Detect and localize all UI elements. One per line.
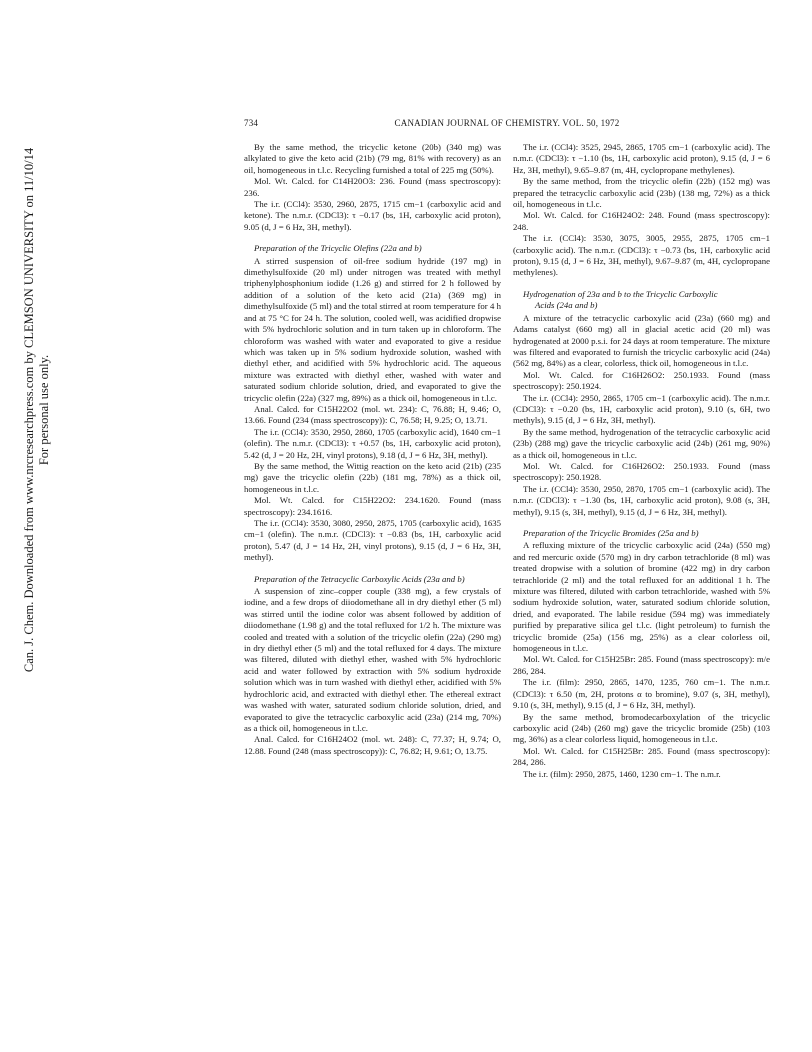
right-column (513, 142, 770, 780)
section-heading (513, 289, 770, 312)
watermark-line-1: Can. J. Chem. Downloaded from www.nrcresearchpress.com by CLEMSON UNIVERSITY on 11/10/14 (22, 147, 36, 673)
page-number: 734 (244, 118, 259, 128)
paragraph: A suspension of zinc–copper couple (338 mg), a few crystals of iodine, and a few drops of diiodomethane all in dry diethyl ether (5 ml) was stirred until the iodine color was absent followed by addition of diiodomethane (1.98 g) and the total refluxed for 1/2 h. The mixture was cooled and treated with a solution of the tricyclic olefin (22a) (290 mg) in dry diethyl ether (5 ml) and the total refluxed for 4 days. The mixture was filtered, diluted with diethyl ether, washed with 5% hydrochloric acid and water followed by extraction with 5% sodium hydroxide solution which was in turn washed with diethyl ether, acidified with 5% hydrochloric acid, and extracted with diethyl ether. The ethereal extract was washed with water, saturated sodium chloride solution, dried, and evaporated to give the tetracyclic carboxylic acid (23a) (214 mg, 70%) as a thick oil, homogeneous in t.l.c. (244, 586, 501, 733)
paragraph: Mol. Wt. Calcd. for C15H22O2: 234.1620. Found (mass spectroscopy): 234.1616. (244, 495, 501, 517)
section-heading-text: Preparation of the Tricyclic Bromides (25a and b) (523, 528, 699, 538)
paragraph: A refluxing mixture of the tricyclic carboxylic acid (24a) (550 mg) and red mercuric oxide (570 mg) in dry carbon tetrachloride (8 ml) was treated dropwise with a solution of bromine (422 mg) in dry carbon tetrachloride (2 ml) and the total refluxed for an additional 1 h. The mixture was filtered, diluted with carbon tetrachloride, washed with 5% sodium hydroxide solution, water, saturated sodium chloride solution, dried, and evaporated. The labile residue (594 mg) was immediately purified by preparative silica gel t.l.c. (light petroleum) to furnish the tricyclic bromide (25a) (156 mg, 25%) as a clear colorless oil, homogeneous in t.l.c. (513, 540, 770, 654)
watermark-line-2: For personal use only. (37, 354, 51, 466)
paragraph: Mol. Wt. Calcd. for C14H20O3: 236. Found (mass spectroscopy): 236. (244, 176, 501, 198)
paragraph: The i.r. (CCl4): 3530, 2950, 2870, 1705 cm−1 (carboxylic acid). The n.m.r. (CDCl3): τ −1.30 (bs, 1H, carboxylic acid proton), 9.08 (s, 3H, methyl), 9.15 (s, 3H, methyl), 9.15 (d, J = 6 Hz, 3H, methyl). (513, 483, 770, 517)
section-heading-text: Preparation of the Tricyclic Olefins (22a and b) (254, 243, 422, 254)
section-heading-text: Preparation of the Tetracyclic Carboxylic Acids (23a and b) (254, 573, 465, 584)
paragraph: Mol. Wt. Calcd. for C16H24O2: 248. Found (mass spectroscopy): 248. (513, 210, 770, 232)
running-head: CANADIAN JOURNAL OF CHEMISTRY. VOL. 50, 1972 (394, 118, 620, 128)
paragraph: Mol. Wt. Calcd. for C16H26O2: 250.1933. Found (mass spectroscopy): 250.1928. (513, 460, 770, 483)
paragraph: By the same method, from the tricyclic olefin (22b) (152 mg) was prepared the tetracyclic carboxylic acid (23b) (138 mg, 72%) as a thick oil, homogeneous in t.l.c. (513, 176, 770, 210)
paragraph: By the same method, hydrogenation of the tetracyclic carboxylic acid (23b) (288 mg) gave the tricyclic carboxylic acid (24b) (261 mg, 90%) as a thick oil, homogeneous in t.l.c. (513, 426, 770, 460)
paragraph: By the same method, bromodecarboxylation of the tricyclic carboxylic acid (24b) (260 mg) gave the tricyclic bromide (25b) (103 mg, 36%) as a clear colorless liquid, homogeneous in t.l.c. (513, 711, 770, 745)
paragraph: By the same method, the Wittig reaction on the keto acid (21b) (235 mg) gave the tricyclic olefin (22b) (181 mg, 78%) as a thick oil, homogeneous in t.l.c. (244, 460, 501, 494)
paragraph: A stirred suspension of oil-free sodium hydride (197 mg) in dimethylsulfoxide (20 ml) under nitrogen was treated with methyl triphenylphosphonium iodide (1.26 g) and stirred for 2 h followed by addition of a solution of the keto acid (21a) (369 mg) in dimethylsulfoxide (5 ml) and the total stirred at room temperature for 4 h and at 75 °C for 24 h. The solution, cooled well, was acidified dropwise with 5% hydrochloric solution and in turn taken up in chloroform. The chloroform was washed with water and evaporated to give a residue which was taken up in 5% sodium hydroxide solution, washed with diethyl ether, and acidified with 5% hydrochloric acid. The aqueous mixture was extracted with diethyl ether, washed with water and saturated sodium chloride solution, dried, and evaporated to give the tricyclic olefin (22a) (327 mg, 89%) as a thick oil, homogeneous in t.l.c. (244, 255, 501, 403)
paragraph: The i.r. (CCl4): 3525, 2945, 2865, 1705 cm−1 (carboxylic acid). The n.m.r. (CDCl3): τ −1.10 (bs, 1H, carboxylic acid proton), 9.15 (d, J = 6 Hz, 3H, methyl), 9.65–9.87 (m, 4H, cyclopropane methylenes). (513, 142, 770, 175)
paragraph: The i.r. (CCl4): 2950, 2865, 1705 cm−1 (carboxylic acid). The n.m.r. (CDCl3): τ −0.20 (bs, 1H, carboxylic acid proton), 9.10 (s, 6H, two methyls), 9.15 (d, J = 6 Hz, 3H, methyl). (513, 392, 770, 426)
section-heading-text: Hydrogenation of 23a and b to the Tricyclic Carboxylic (523, 288, 718, 299)
paragraph: The i.r. (CCl4): 3530, 2950, 2860, 1705 (carboxylic acid), 1640 cm−1 (olefin). The n.m.r. (CDCl3): τ +0.57 (bs, 1H, carboxylic acid proton), 5.42 (d, J = 20 Hz, 2H, vinyl protons), 9.18 (d, J = 6 Hz, 3H, methyl). (244, 426, 501, 460)
paragraph: By the same method, the tricyclic ketone (20b) (340 mg) was alkylated to give the keto acid (21b) (79 mg, 81% with recovery) as an oil, homogeneous in t.l.c. Recycling furnished a total of 225 mg (50%). (244, 142, 501, 175)
section-heading (244, 574, 501, 585)
section-heading (513, 528, 770, 539)
paragraph: The i.r. (film): 2950, 2875, 1460, 1230 cm−1. The n.m.r. (523, 768, 721, 779)
paragraph: Mol. Wt. Calcd. for C15H25Br: 285. Found (mass spectroscopy): 284, 286. (513, 745, 770, 768)
paragraph: Mol. Wt. Calcd. for C15H25Br: 285. Found (mass spectroscopy): m/e 286, 284. (513, 654, 770, 676)
paragraph: The i.r. (CCl4): 3530, 3075, 3005, 2955, 2875, 1705 cm−1 (carboxylic acid). The n.m.r. (CDCl3): τ −0.73 (bs, 1H, carboxylic acid proton), 9.15 (d, J = 6 Hz, 3H, methyl), 9.67–9.87 (m, 4H, cyclopropane methylenes). (513, 233, 770, 278)
paragraph: Anal. Calcd. for C15H22O2 (mol. wt. 234): C, 76.88; H, 9.46; O, 13.66. Found (234 (mass spectroscopy)): C, 76.58; H, 9.25; O, 13.71. (244, 403, 501, 426)
paragraph: Mol. Wt. Calcd. for C16H26O2: 250.1933. Found (mass spectroscopy): 250.1924. (513, 369, 770, 392)
section-heading (244, 243, 501, 254)
download-watermark (2, 130, 51, 690)
paragraph: A mixture of the tetracyclic carboxylic acid (23a) (660 mg) and Adams catalyst (660 mg) all in glacial acetic acid (20 ml) was hydrogenated at 2000 p.s.i. for 24 days at room temperature. The mixture was filtered and evaporated to furnish the tricyclic carboxylic acid (24a) (562 mg, 84%) as a clear, colorless, thick oil, homogeneous in t.l.c. (513, 312, 770, 369)
paragraph: Anal. Calcd. for C16H24O2 (mol. wt. 248): C, 77.37; H, 9.74; O, 12.88. Found (248 (mass spectroscopy)): C, 76.82; H, 9.61; O, 13.75. (244, 734, 501, 756)
paragraph: The i.r. (CCl4): 3530, 3080, 2950, 2875, 1705 (carboxylic acid), 1635 cm−1 (olefin). The n.m.r. (CDCl3): τ −0.83 (bs, 1H, carboxylic acid proton), 5.47 (d, J = 14 Hz, 2H, vinyl protons), 9.15 (d, J = 6 Hz, 3H, methyl). (244, 518, 501, 563)
paragraph: The i.r. (CCl4): 3530, 2960, 2875, 1715 cm−1 (carboxylic acid and ketone). The n.m.r. (CDCl3): τ −0.17 (bs, 1H, carboxylic acid proton), 9.05 (d, J = 6 Hz, 3H, methyl). (244, 199, 501, 232)
left-column (244, 142, 501, 757)
section-heading-continuation: Acids (24a and b) (535, 300, 598, 311)
paragraph: The i.r. (film): 2950, 2865, 1470, 1235, 760 cm−1. The n.m.r. (CDCl3): τ 6.50 (m, 2H, protons α to bromine), 9.07 (s, 3H, methyl), 9.10 (s, 3H, methyl), 9.15 (d, J = 6 Hz, 3H, methyl). (513, 677, 770, 711)
